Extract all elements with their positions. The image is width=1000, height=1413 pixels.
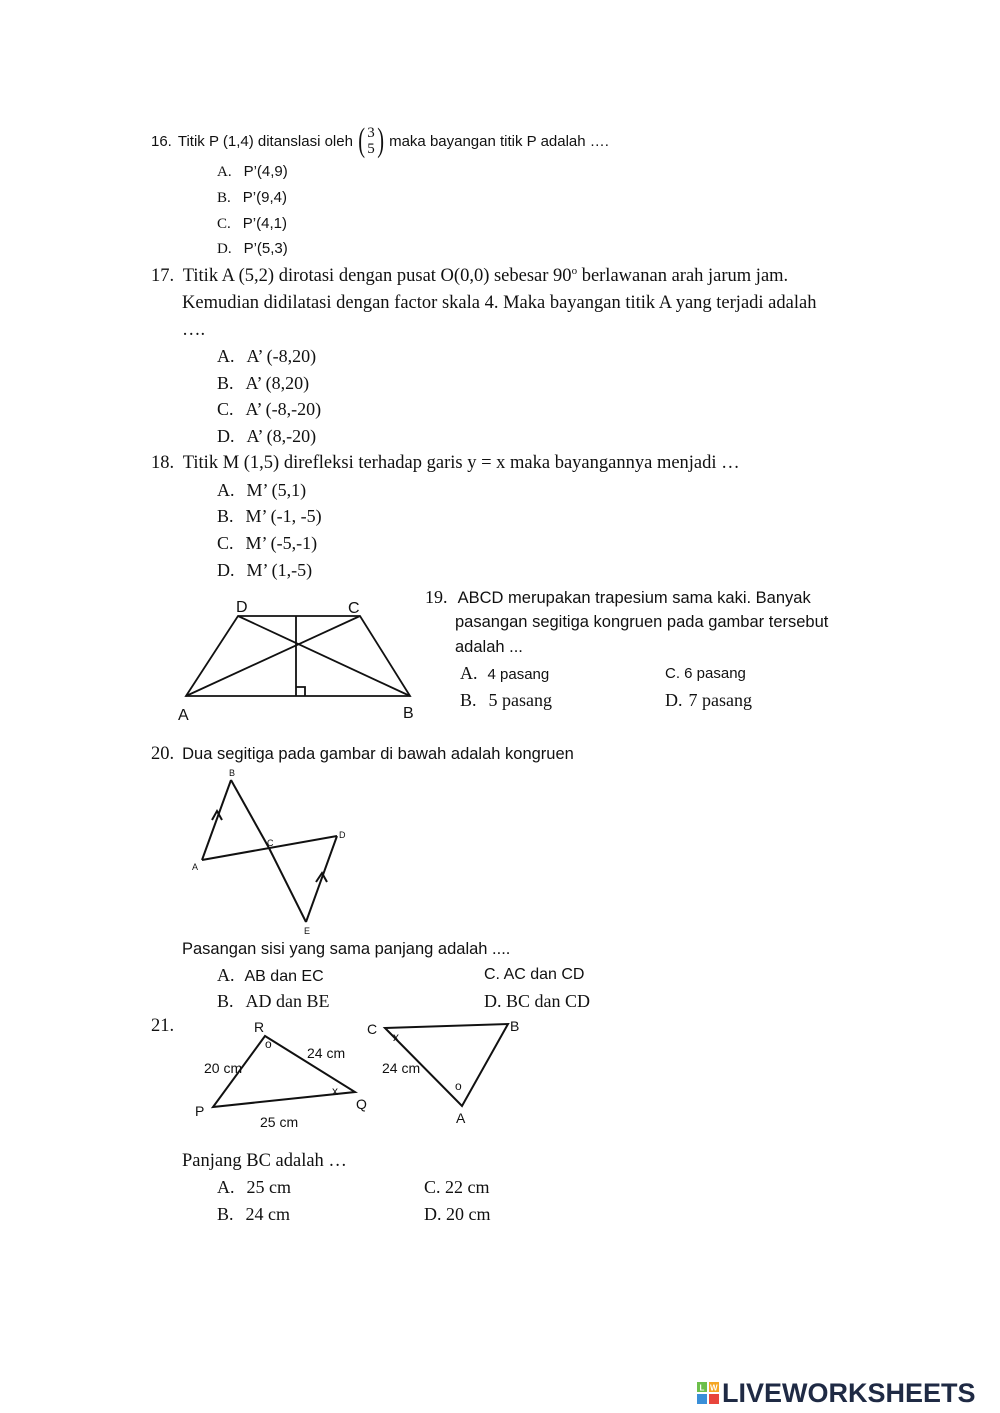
side-pr-length: 20 cm [204, 1060, 243, 1076]
angle-mark-a: o [455, 1079, 462, 1093]
q16-text-before: Titik P (1,4) ditanslasi oleh [177, 132, 353, 150]
q16-text-after: maka bayangan titik P adalah …. [389, 132, 609, 150]
q20-option-b[interactable]: B. AD dan BE [217, 991, 330, 1011]
q18-option-a[interactable]: A. M’ (5,1) [217, 480, 307, 500]
liveworksheets-wordmark: LIVEWORKSHEETS [722, 1377, 976, 1408]
q17-option-a[interactable]: A. A’ (-8,20) [217, 346, 317, 366]
q20-label-a: A [192, 862, 199, 872]
q20-triangles-figure [185, 762, 360, 940]
q17-option-d[interactable]: D. A’ (8,-20) [217, 426, 317, 446]
q16-vector: ( 3 5 ) [358, 122, 384, 159]
q19-line3: adalah ... [455, 638, 523, 656]
q17-line1: 17. Titik A (5,2) dirotasi dengan pusat O(0,0) sebesar 90$^o$ berlawanan arah jarum jam. [151, 264, 789, 286]
vertex-label-b: B [403, 705, 414, 722]
right-angle-mark [296, 687, 305, 696]
q20-option-c[interactable]: C. AC dan CD [484, 966, 585, 983]
q20-label-d: D [339, 830, 346, 840]
svg-text:L: L [699, 1383, 705, 1393]
q20-label-e: E [304, 926, 311, 936]
q20-option-a[interactable]: A. AB dan EC [217, 965, 324, 985]
q20-option-d[interactable]: D. BC dan CD [484, 991, 591, 1011]
q20-question: Pasangan sisi yang sama panjang adalah .... [182, 940, 511, 958]
q16-vector-top: 3 [367, 125, 375, 141]
q19-trapezoid-figure [170, 592, 425, 730]
angle-mark-c: x [393, 1030, 399, 1044]
q17-option-c[interactable]: C. A’ (-8,-20) [217, 399, 322, 419]
q16-option-c[interactable]: C. P’(4,1) [217, 215, 287, 232]
q21-triangle-pqr-figure [195, 1012, 378, 1137]
q19-option-c[interactable]: C. 6 pasang [665, 665, 746, 682]
angle-mark-r: o [265, 1037, 272, 1051]
q20-label-c: C [267, 838, 274, 848]
label-b: B [510, 1018, 520, 1034]
liveworksheets-brand[interactable] [697, 1376, 976, 1410]
q19-option-d[interactable]: D. 7 pasang [665, 690, 752, 710]
q17-option-b[interactable]: B. A’ (8,20) [217, 373, 310, 393]
q19-option-a[interactable]: A. 4 pasang [460, 663, 550, 683]
label-r: R [254, 1019, 265, 1035]
q21-option-b[interactable]: B. 24 cm [217, 1204, 291, 1224]
q16-option-a[interactable]: A. P’(4,9) [217, 163, 288, 180]
q18-number: 18. [151, 453, 175, 473]
label-p: P [195, 1103, 205, 1119]
q21-option-a[interactable]: A. 25 cm [217, 1177, 291, 1197]
q21-number: 21. [151, 1016, 175, 1036]
q16-option-b[interactable]: B. P’(9,4) [217, 189, 287, 206]
angle-mark-q: x [332, 1084, 338, 1098]
q18-option-b[interactable]: B. M’ (-1, -5) [217, 506, 322, 526]
q17-line2: Kemudian didilatasi dengan factor skala 4. Maka bayangan titik A yang terjadi adalah [182, 293, 817, 313]
q18-option-c[interactable]: C. M’ (-5,-1) [217, 533, 318, 553]
q18-option-d[interactable]: D. M’ (1,-5) [217, 560, 313, 580]
vertex-label-d: D [236, 599, 248, 616]
q18-stem [151, 453, 740, 474]
q16-number: 16. [151, 132, 172, 150]
side-ce [269, 848, 306, 922]
side-pq-length: 25 cm [260, 1114, 299, 1130]
q19-line2: pasangan segitiga kongruen pada gambar tersebut [455, 613, 829, 631]
svg-text:W: W [710, 1383, 718, 1393]
label-a: A [456, 1110, 466, 1126]
q20-text: Dua segitiga pada gambar di bawah adalah kongruen [182, 745, 574, 763]
q19-number: 19. [425, 587, 448, 607]
q17-line3: …. [182, 320, 206, 340]
q20-label-b: B [229, 768, 236, 778]
q21-option-c[interactable]: C. 22 cm [424, 1177, 490, 1197]
q17-number: 17. [151, 266, 175, 286]
q19-line1: 19. ABCD merupakan trapesium sama kaki. Banyak [425, 587, 811, 607]
side-bc [231, 780, 269, 848]
vertex-label-a: A [178, 707, 189, 724]
q18-text: Titik M (1,5) direfleksi terhadap garis y = x maka bayangannya menjadi … [182, 453, 740, 473]
side-rq-length: 24 cm [307, 1045, 346, 1061]
q20-number: 20. [151, 744, 175, 764]
side-de [306, 836, 337, 922]
label-c: C [367, 1021, 378, 1037]
q21-option-d[interactable]: D. 20 cm [424, 1204, 491, 1224]
q16-stem [151, 124, 609, 158]
q16-option-d[interactable]: D. P’(5,3) [217, 240, 288, 257]
q21-triangle-abc-figure [365, 1012, 530, 1132]
liveworksheets-logo-icon [697, 1382, 719, 1404]
side-ca-length: 24 cm [382, 1060, 421, 1076]
q16-vector-bottom: 5 [367, 141, 375, 157]
vertex-label-c: C [348, 600, 360, 617]
q21-question: Panjang BC adalah … [182, 1151, 347, 1171]
side-ab [202, 780, 231, 860]
label-q: Q [356, 1096, 367, 1112]
trapezoid-outline [186, 616, 410, 696]
q19-option-b[interactable]: B. 5 pasang [460, 690, 552, 710]
